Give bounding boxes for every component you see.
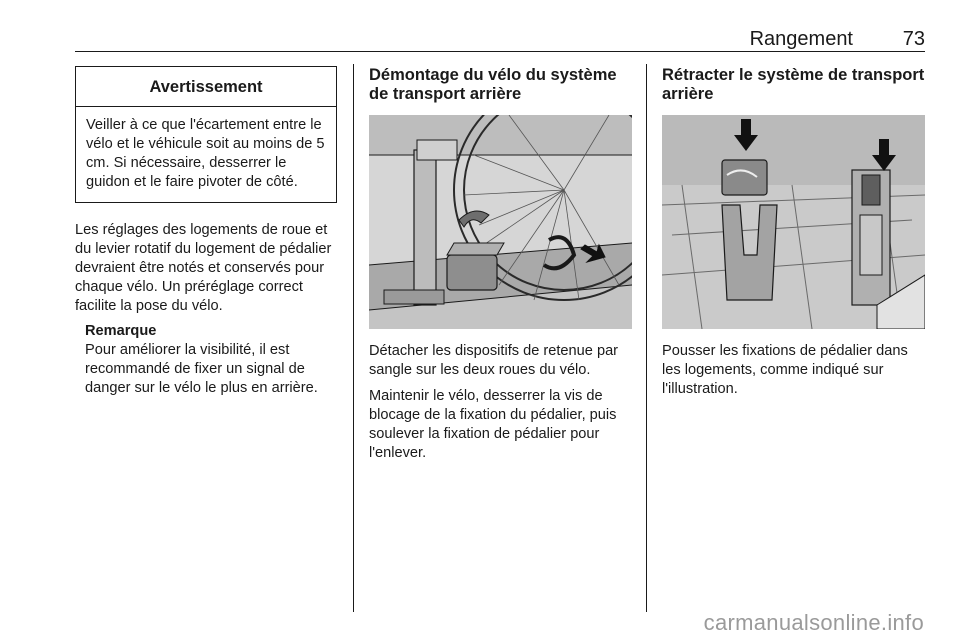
removal-step-1: Détacher les dispositifs de retenue par sangle sur les deux roues du vélo. <box>369 343 619 378</box>
note-title: Remarque <box>85 323 157 339</box>
warning-box <box>75 66 337 203</box>
note <box>85 322 337 398</box>
watermark: carmanualsonline.info <box>703 610 924 635</box>
column-2 <box>369 66 631 104</box>
warning-body: Veiller à ce que l'écartement entre le vélo et le véhicule soit au moins de 5 cm. Si nécessaire, desserrer le guidon et le faire pivoter de côté. <box>86 117 325 190</box>
column-divider-2 <box>646 64 647 612</box>
retract-heading: Rétracter le système de transport arrière <box>662 66 925 103</box>
note-body: Pour améliorer la visibilité, il est recommandé de fixer un signal de danger sur le vélo le plus en arrière. <box>85 342 318 396</box>
illustration-bike-removal <box>369 115 632 329</box>
column-2-body <box>369 342 631 463</box>
column-3 <box>662 66 925 104</box>
column-3-body <box>662 342 925 399</box>
section-title: Rangement <box>749 28 853 50</box>
warning-title: Avertissement <box>76 67 336 107</box>
header-rule <box>75 51 925 52</box>
page-header <box>75 28 925 50</box>
column-divider-1 <box>353 64 354 612</box>
removal-heading: Démontage du vélo du système de transport arrière <box>369 66 617 103</box>
retract-step: Pousser les fixations de pédalier dans les logements, comme indiqué sur l'illustration. <box>662 343 908 397</box>
page-number: 73 <box>902 28 925 50</box>
illustration-retract-system <box>662 115 925 329</box>
column-1 <box>75 66 337 398</box>
settings-paragraph: Les réglages des logements de roue et du levier rotatif du logement de pédalier devraient être notés et conservés pour chaque vélo. Un préréglage correct facilite la pose du vélo. <box>75 222 332 314</box>
removal-step-2: Maintenir le vélo, desserrer la vis de blocage de la fixation du pédalier, puis soulever la fixation de pédalier pour l'enlever. <box>369 388 617 461</box>
